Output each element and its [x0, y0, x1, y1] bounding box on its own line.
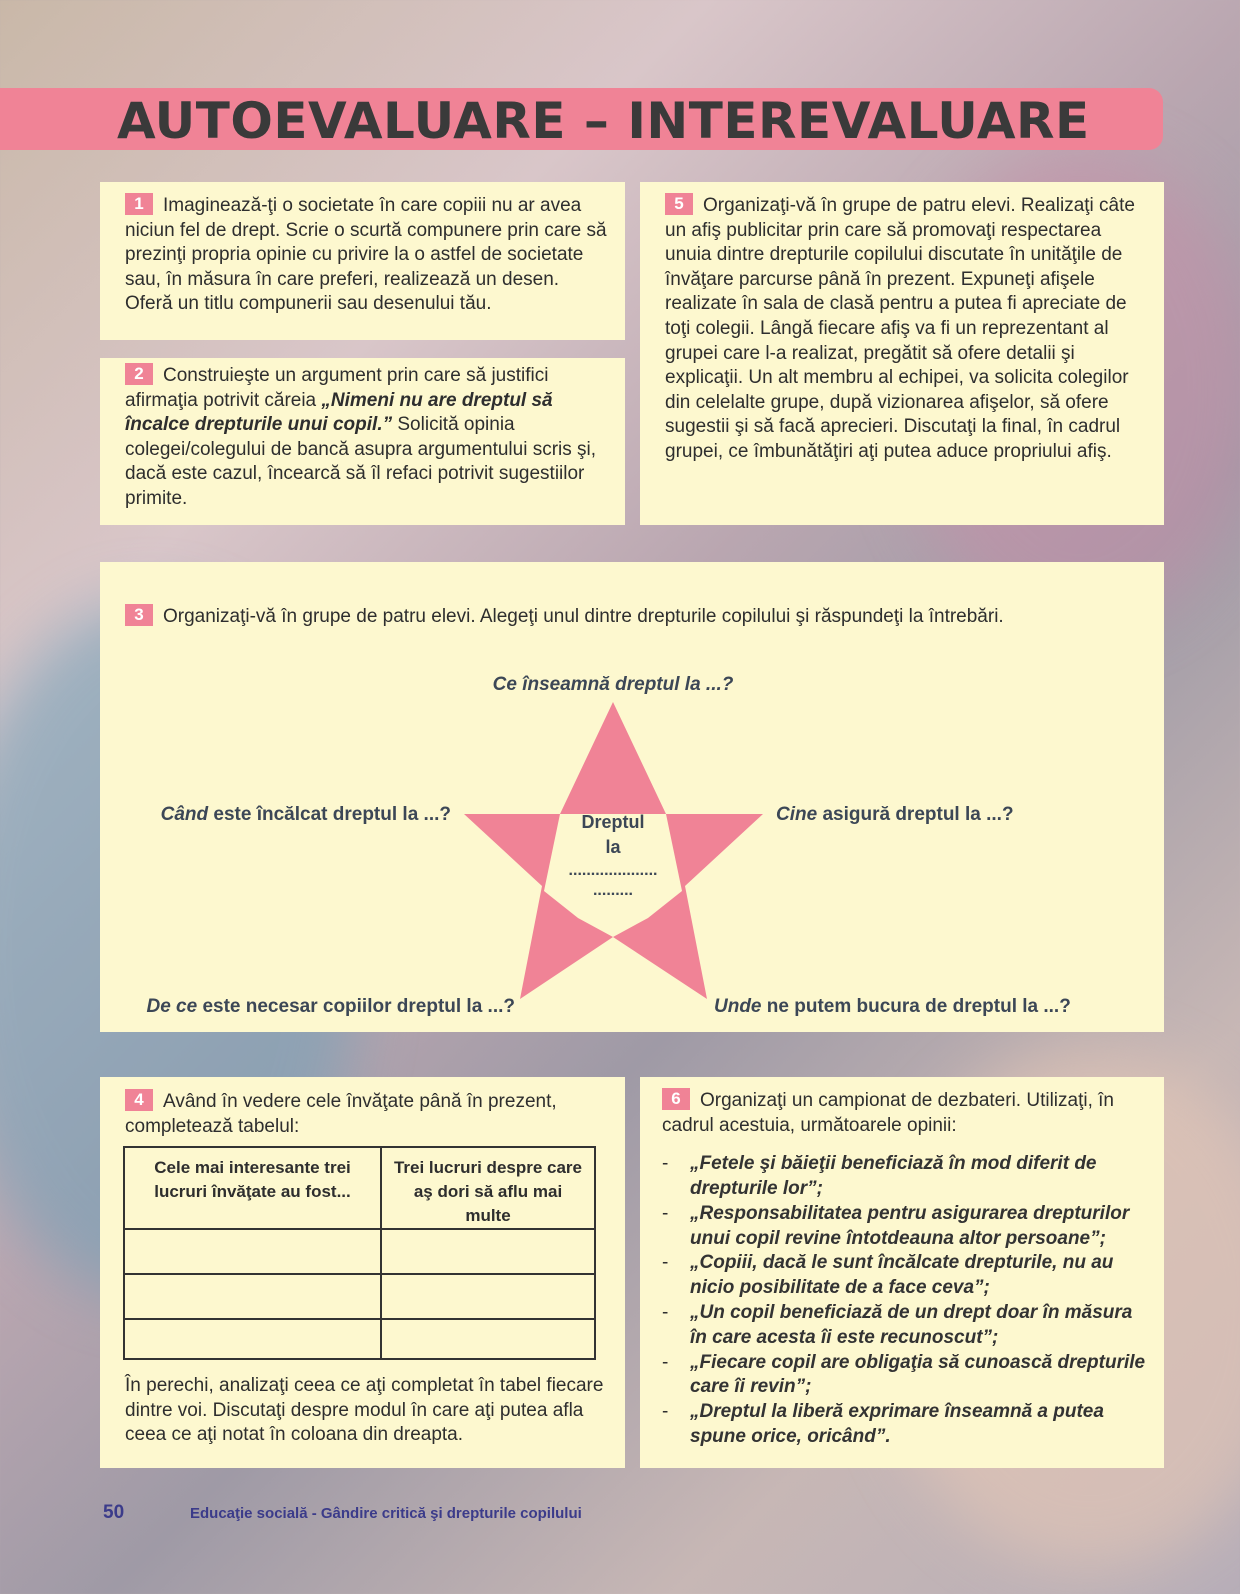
task-text: Organizaţi-vă în grupe de patru elevi. Alegeţi unul dintre drepturile copilului şi răspundeţi la întrebări. [163, 606, 1004, 627]
opinion-list [662, 1152, 1152, 1450]
book-title: Educaţie socială - Gândire critică şi drepturile copilului [190, 1505, 582, 1522]
question-bottom-right: Unde ne putem bucura de dreptul la ...? [714, 996, 1071, 1017]
task-number: 6 [662, 1088, 690, 1110]
task-text: Organizaţi-vă în grupe de patru elevi. Realizaţi câte un afiş publicitar prin care să promovaţi respectarea unuia dintre drepturile copilului discutate în unităţile de învăţare parcurse până în prezent. Expuneţi afişele realizate în sala de clasă pentru a putea fi apreciate de toţi colegii. Lângă fiecare afiş va fi un reprezentant al grupei care l-a realizat, pregătit să ofere detalii şi explicaţii. Un alt membru al echipei, va solicita colegilor din celelalte grupe, după vizionarea afişelor, să ofere sugestii şi să facă aprecieri. Discutaţi la final, în cadrul grupei, ce îmbunătăţiri aţi putea aduce propriului afiş. [665, 195, 1135, 462]
table-header: Cele mai interesante trei lucruri învăţate au fost... [124, 1147, 381, 1229]
star-center-label: Dreptul la [581, 812, 645, 857]
task-text: Având în vedere cele învăţate până în prezent, completează tabelul: [125, 1091, 557, 1137]
star-center-dots: ......... [592, 882, 633, 899]
task-text: Construieşte un argument prin care să justifici afirmaţia potrivit căreia [125, 365, 549, 411]
question-left: Când este încălcat dreptul la ...? [160, 804, 451, 825]
task-number: 4 [125, 1089, 153, 1111]
page-title: AUTOEVALUARE – INTEREVALUARE [117, 92, 1090, 150]
task-1-box [100, 182, 625, 340]
list-item: - „Fetele şi băieţii beneficiază în mod diferit de drepturile lor”; [662, 1153, 1097, 1199]
question-top: Ce înseamnă dreptul la ...? [492, 674, 734, 695]
table-header: Trei lucruri despre care aş dori să aflu mai multe [381, 1147, 595, 1229]
task-number: 3 [125, 604, 153, 626]
task-text: Organizaţi un campionat de dezbateri. Utilizaţi, în cadrul acestuia, următoarele opinii: [662, 1090, 1114, 1136]
list-item: - „Copiii, dacă le sunt încălcate drepturile, nu au nicio posibilitate de a face ceva”; [662, 1252, 1114, 1299]
task-quote: „Nimeni nu are dreptul să încalce drepturile unui copil.” [125, 389, 553, 436]
task-number: 1 [125, 193, 153, 215]
task-text: Imaginează-ţi o societate în care copiii nu ar avea niciun fel de drept. Scrie o scurtă compunere prin care să prezinţi propria opinie cu privire la o astfel de societate sau, în măsura în care preferi, realizează un desen. Oferă un titlu compunerii sau desenului tău. [125, 195, 607, 315]
task-6-box [640, 1077, 1164, 1468]
page-number: 50 [103, 1502, 125, 1523]
task-2-box [100, 358, 625, 525]
list-item: - „Un copil beneficiază de un drept doar în măsura în care acesta îi este recunoscut”; [662, 1301, 1133, 1348]
task-number: 5 [665, 193, 693, 215]
list-item: - „Fiecare copil are obligaţia să cunoască drepturile care îi revin”; [662, 1351, 1146, 1398]
question-right: Cine asigură dreptul la ...? [776, 804, 1014, 825]
list-item: - „Responsabilitatea pentru asigurarea drepturilor unui copil revine întotdeauna altor persoane”; [662, 1202, 1130, 1249]
task-5-box [640, 182, 1164, 525]
list-item: - „Dreptul la liberă exprimare înseamnă a putea spune orice, oricând”. [662, 1401, 1104, 1447]
task-4-box [100, 1077, 625, 1468]
question-bottom-left: De ce este necesar copiilor dreptul la ...? [146, 996, 515, 1017]
table-cell[interactable] [124, 1319, 381, 1359]
table-cell[interactable] [124, 1274, 381, 1319]
table-cell[interactable] [124, 1229, 381, 1274]
task-text: Solicită opinia colegei/colegului de bancă asupra argumentului scris şi, dacă este cazul, încearcă să îl refaci potrivit sugestiilor primite. [125, 414, 597, 509]
star-center-dots: .................... [568, 862, 658, 879]
task-number: 2 [125, 363, 153, 385]
table-cell[interactable] [381, 1229, 595, 1274]
task-3-box [100, 562, 1164, 1032]
star-diagram [100, 562, 1164, 1032]
table-cell[interactable] [381, 1319, 595, 1359]
task-text: În perechi, analizaţi ceea ce aţi completat în tabel fiecare dintre voi. Discutaţi despre modul în care aţi putea afla ceea ce aţi notat în coloana din dreapta. [125, 1375, 604, 1446]
table-cell[interactable] [381, 1274, 595, 1319]
learning-table [123, 1146, 596, 1360]
